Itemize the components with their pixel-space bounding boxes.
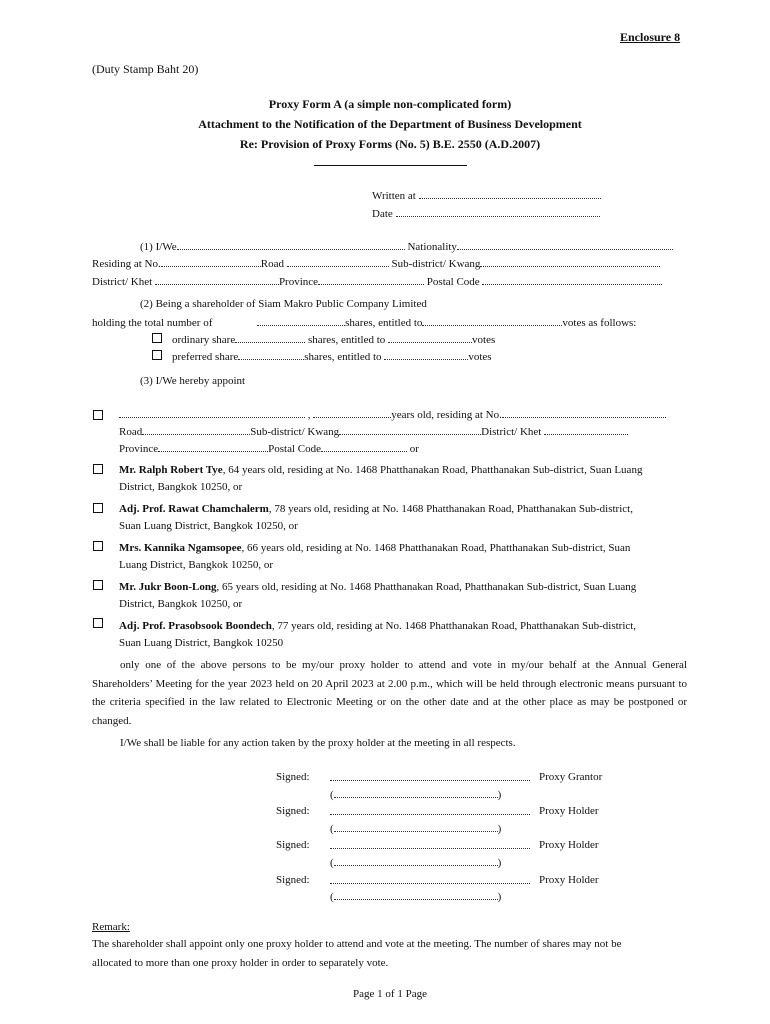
sig-2-field[interactable]	[330, 805, 530, 815]
residing-no-field[interactable]	[161, 257, 261, 267]
proxy-3-address: , 66 years old, residing at No. 1468 Phatthanakan Road, Phatthanakan Sub-district, Suan	[241, 542, 631, 554]
preferred-votes-label: votes	[468, 351, 492, 363]
preferred-shares-field[interactable]	[238, 350, 304, 360]
custom-subdistrict-field[interactable]	[339, 425, 481, 435]
written-at-label: Written at	[372, 190, 416, 202]
sig-4-name-row	[330, 890, 501, 903]
written-at-field[interactable]	[419, 189, 601, 199]
proxy-5-line2: Suan Luang District, Bangkok 10250	[119, 637, 284, 649]
form-subtitle: Attachment to the Notification of the Department of Business Development	[198, 117, 582, 131]
proxy-3-checkbox[interactable]	[93, 541, 103, 551]
province-label: Province	[278, 276, 319, 288]
remark-line1: The shareholder shall appoint only one proxy holder to attend and vote at the meeting. The number of shares may not be	[92, 938, 622, 950]
ordinary-votes-label: votes	[472, 334, 496, 346]
years-old-label: years old, residing at No.	[391, 409, 502, 421]
sig-4-label: Signed:	[276, 874, 310, 886]
appoint-statement: (3) I/We hereby appoint	[140, 375, 246, 387]
paren-close: )	[497, 857, 502, 869]
paren-open: (	[330, 857, 334, 869]
paren-open: (	[330, 891, 334, 903]
remark-title: Remark:	[92, 921, 130, 933]
postal-code-label: Postal Code	[426, 276, 480, 288]
proxy-2-line2: Suan Luang District, Bangkok 10250, or	[119, 520, 298, 532]
or-label: or	[409, 443, 419, 455]
ordinary-row	[172, 333, 495, 346]
page-number: Page 1 of 1 Page	[353, 988, 427, 1000]
sig-2-line	[330, 805, 530, 818]
form-title: Proxy Form A (a simple non-complicated form)	[268, 97, 512, 111]
custom-postal-label: Postal Code	[268, 443, 321, 455]
proxy-2-address: , 78 years old, residing at No. 1468 Phatthanakan Road, Phatthanakan Sub-district,	[268, 503, 633, 515]
custom-proxy-row3	[119, 442, 419, 455]
sig-2-label: Signed:	[276, 805, 310, 817]
sig-1-name-row	[330, 788, 501, 801]
holding-row	[92, 316, 636, 329]
sig-3-label: Signed:	[276, 839, 310, 851]
proxy-1-name: Mr. Ralph Robert Tye	[119, 464, 223, 476]
custom-proxy-row2	[119, 425, 628, 438]
custom-subdistrict-label: Sub-district/ Kwang	[250, 426, 340, 438]
custom-district-field[interactable]	[544, 425, 628, 435]
custom-proxy-checkbox[interactable]	[93, 410, 103, 420]
residing-label: Residing at No.	[92, 258, 161, 270]
proxy-5-address: , 77 years old, residing at No. 1468 Phatthanakan Road, Phatthanakan Sub-district,	[271, 620, 637, 632]
proxy-4-checkbox[interactable]	[93, 580, 103, 590]
paren-open: (	[330, 789, 334, 801]
ordinary-label: ordinary share	[172, 334, 236, 346]
road-field[interactable]	[287, 257, 389, 267]
proxy-4-line2: District, Bangkok 10250, or	[119, 598, 243, 610]
paren-close: )	[497, 823, 502, 835]
total-shares-field[interactable]	[257, 316, 345, 326]
custom-postal-field[interactable]	[321, 442, 407, 452]
ordinary-shares-field[interactable]	[235, 333, 305, 343]
proxy-3-line2: Luang District, Bangkok 10250, or	[119, 559, 273, 571]
paren-close: )	[497, 891, 502, 903]
custom-proxy-row1	[119, 408, 666, 421]
iwe-label: (1) I/We	[140, 241, 177, 253]
duty-stamp-note: (Duty Stamp Baht 20)	[92, 62, 199, 76]
nationality-label: Nationality	[407, 241, 457, 253]
sig-4-field[interactable]	[330, 874, 530, 884]
preferred-entitled-label: shares, entitled to	[304, 351, 382, 363]
enclosure-label: Enclosure 8	[620, 30, 681, 44]
sig-1-line	[330, 771, 530, 784]
district-field[interactable]	[155, 275, 279, 285]
comma: ,	[307, 409, 311, 421]
ordinary-votes-field[interactable]	[388, 333, 472, 343]
sig-3-field[interactable]	[330, 839, 530, 849]
sig-1-label: Signed:	[276, 771, 310, 783]
remark-line2: allocated to more than one proxy holder in order to separately vote.	[92, 957, 389, 969]
total-votes-field[interactable]	[422, 316, 562, 326]
sig-4-role: Proxy Holder	[539, 874, 599, 886]
proxy-1-line1	[119, 464, 642, 476]
proxy-4-line1	[119, 581, 636, 593]
ordinary-share-checkbox[interactable]	[152, 333, 162, 343]
proxy-3-line1	[119, 542, 630, 554]
custom-proxy-age-field[interactable]	[313, 408, 391, 418]
proxy-4-name: Mr. Jukr Boon-Long	[119, 581, 217, 593]
name-field[interactable]	[177, 240, 405, 250]
proxy-1-line2: District, Bangkok 10250, or	[119, 481, 243, 493]
road-label: Road	[260, 258, 284, 270]
title-divider	[314, 165, 467, 166]
preferred-votes-field[interactable]	[384, 350, 468, 360]
date-row	[372, 207, 600, 220]
proxy-2-checkbox[interactable]	[93, 503, 103, 513]
shareholder-statement: (2) Being a shareholder of Siam Makro Public Company Limited	[140, 298, 427, 310]
proxy-5-checkbox[interactable]	[93, 618, 103, 628]
custom-proxy-no-field[interactable]	[502, 408, 666, 418]
preferred-label: preferred share	[172, 351, 239, 363]
ordinary-entitled-label: shares, entitled to	[307, 334, 386, 346]
sec1-row2	[92, 257, 660, 270]
form-reference: Re: Provision of Proxy Forms (No. 5) B.E. 2550 (A.D.2007)	[239, 137, 541, 151]
sig-1-name-field[interactable]	[334, 788, 498, 798]
proxy-4-address: , 65 years old, residing at No. 1468 Phatthanakan Road, Phatthanakan Sub-district, Suan Luang	[216, 581, 637, 593]
proxy-1-address: , 64 years old, residing at No. 1468 Phatthanakan Road, Phatthanakan Sub-district, Suan Luang	[222, 464, 643, 476]
proxy-5-line1	[119, 620, 636, 632]
liability-statement: I/We shall be liable for any action taken by the proxy holder at the meeting in all respects.	[120, 737, 516, 749]
nationality-field[interactable]	[457, 240, 673, 250]
custom-road-field[interactable]	[142, 425, 250, 435]
sig-2-name-field[interactable]	[334, 822, 498, 832]
custom-province-field[interactable]	[158, 442, 268, 452]
custom-province-label: Province	[119, 443, 159, 455]
shares-entitled-label: shares, entitled to	[345, 317, 423, 329]
proxy-2-line1	[119, 503, 633, 515]
sig-3-name-row	[330, 856, 501, 869]
custom-proxy-name-field[interactable]	[119, 408, 305, 418]
paren-open: (	[330, 823, 334, 835]
proxy-1-checkbox[interactable]	[93, 464, 103, 474]
paren-close: )	[497, 789, 502, 801]
sig-1-field[interactable]	[330, 771, 530, 781]
sig-3-line	[330, 839, 530, 852]
district-label: District/ Khet	[92, 276, 153, 288]
date-field[interactable]	[396, 207, 600, 217]
postal-code-field[interactable]	[482, 275, 662, 285]
date-label: Date	[372, 208, 393, 220]
subdistrict-label: Sub-district/ Kwang	[391, 258, 481, 270]
preferred-share-checkbox[interactable]	[152, 350, 162, 360]
preferred-row	[172, 350, 492, 363]
sig-3-name-field[interactable]	[334, 856, 498, 866]
sec1-row1	[140, 240, 673, 253]
sig-4-name-field[interactable]	[334, 890, 498, 900]
votes-follows-label: votes as follows:	[562, 317, 637, 329]
holding-label: holding the total number of	[92, 317, 213, 329]
sig-2-role: Proxy Holder	[539, 805, 599, 817]
sig-2-name-row	[330, 822, 501, 835]
custom-road-label: Road	[119, 426, 143, 438]
written-at-row	[372, 189, 601, 202]
custom-district-label: District/ Khet	[481, 426, 542, 438]
proxy-5-name: Adj. Prof. Prasobsook Boondech	[119, 620, 272, 632]
appointment-paragraph: only one of the above persons to be my/our proxy holder to attend and vote in my/our behalf at the Annual General Shareholders’ Meeting for the year 2023 held on 20 April 2023 at 2.00 p.m., which will be held through electronic means pursuant to the criteria specified in the law related to Electronic Meeting or on the other date and at the other place as may be postponed or changed.	[92, 659, 687, 727]
proxy-2-name: Adj. Prof. Rawat Chamchalerm	[119, 503, 269, 515]
subdistrict-field[interactable]	[480, 257, 660, 267]
sig-3-role: Proxy Holder	[539, 839, 599, 851]
proxy-3-name: Mrs. Kannika Ngamsopee	[119, 542, 242, 554]
sig-1-role: Proxy Grantor	[539, 771, 603, 783]
province-field[interactable]	[318, 275, 424, 285]
sig-4-line	[330, 874, 530, 887]
sec1-row3	[92, 275, 662, 288]
